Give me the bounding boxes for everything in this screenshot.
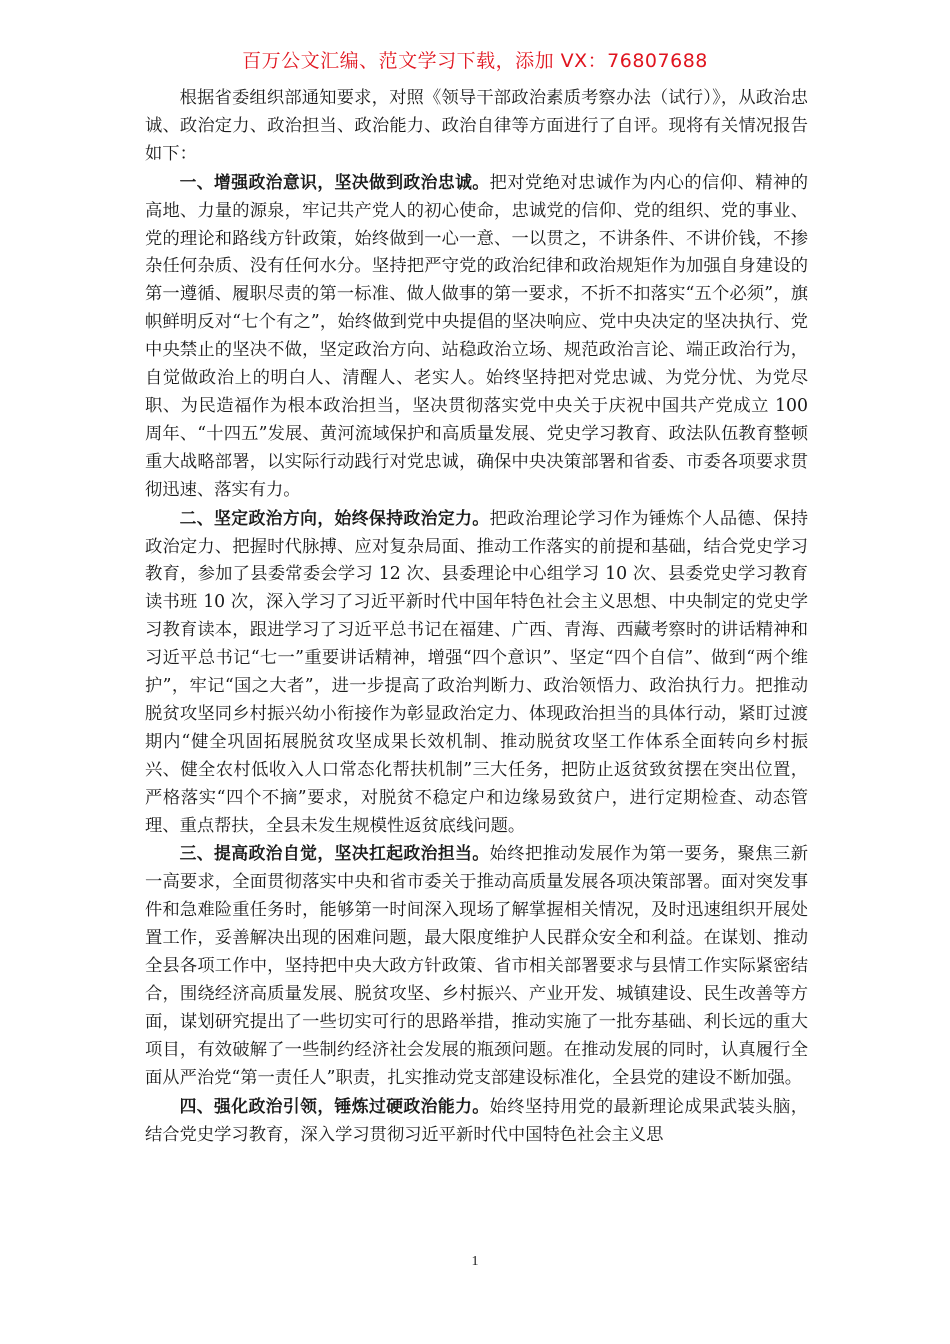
paragraph-intro — [145, 84, 808, 169]
paragraph-heading: 四、强化政治引领，锤炼过硬政治能力。 — [179, 1095, 490, 1116]
paragraph-text: 始终坚持用党的最新理论成果武装头脑，结合党史学习教育，深入学习贯彻习近平新时代中国特色社会主义思 — [145, 1096, 808, 1145]
paragraph-section-2 — [145, 505, 808, 841]
page-number: 1 — [471, 1254, 479, 1269]
paragraph-text: 根据省委组织部通知要求，对照《领导干部政治素质考察办法（试行）》，从政治忠诚、政治定力、政治担当、政治能力、政治自律等方面进行了自评。现将有关情况报告如下： — [145, 88, 808, 164]
paragraph-section-4 — [145, 1093, 808, 1150]
paragraph-text: 把对党绝对忠诚作为内心的信仰、精神的高地、力量的源泉，牢记共产党人的初心使命，忠诚党的信仰、党的组织、党的事业、党的理论和路线方针政策，始终做到一心一意、一以贯之，不讲条件、不讲价钱，不掺杂任何杂质、没有任何水分。坚持把严守党的政治纪律和政治规矩作为加强自身建设的第一遵循、履职尽责的第一标准、做人做事的第一要求，不折不扣落实“五个必须”，旗帜鲜明反对“七个有之”，始终做到党中央提倡的坚决响应、党中央决定的坚决执行、党中央禁止的坚决不做，坚定政治方向、站稳政治立场、规范政治言论、端正政治行为，自觉做政治上的明白人、清醒人、老实人。始终坚持把对党忠诚、为党分忧、为党尽职、为民造福作为根本政治担当，坚决贯彻落实党中央关于庆祝中国共产党成立 100 周年、“十四五”发展、黄河流域保护和高质量发展、党史学习教育、政法队伍教育整顿重大战略部署，以实际行动践行对党忠诚，确保中央决策部署和省委、市委各项要求贯彻迅速、落实有力。 — [145, 172, 808, 500]
document-body — [145, 84, 808, 1149]
paragraph-text: 始终把推动发展作为第一要务，聚焦三新一高要求，全面贯彻落实中央和省市委关于推动高质量发展各项决策部署。面对突发事件和急难险重任务时，能够第一时间深入现场了解掌握相关情况，及时迅速组织开展处置工作，妥善解决出现的困难问题，最大限度维护人民群众安全和利益。在谋划、推动全县各项工作中，坚持把中央大政方针政策、省市相关部署要求与县情工作实际紧密结合，围绕经济高质量发展、脱贫攻坚、乡村振兴、产业开发、城镇建设、民生改善等方面，谋划研究提出了一些切实可行的思路举措，推动实施了一批夯基础、利长远的重大项目，有效破解了一些制约经济社会发展的瓶颈问题。在推动发展的同时，认真履行全面从严治党“第一责任人”职责，扎实推动党支部建设标准化，全县党的建设不断加强。 — [145, 844, 808, 1088]
paragraph-section-1 — [145, 169, 808, 505]
paragraph-heading: 二、坚定政治方向，始终保持政治定力。 — [179, 507, 490, 528]
paragraph-text: 把政治理论学习作为锤炼个人品德、保持政治定力、把握时代脉搏、应对复杂局面、推动工作落实的前提和基础，结合党史学习教育，参加了县委常委会学习 12 次、县委理论中心组学习 10 次、县委党史学习教育读书班 10 次，深入学习了习近平新时代中国年特色社会主义思想、中央制定的党史学习教育读本，跟进学习了习近平总书记在福建、广西、青海、西藏考察时的讲话精神和习近平总书记“七一”重要讲话精神，增强“四个意识”、坚定“四个自信”、做到“两个维护”，牢记“国之大者”，进一步提高了政治判断力、政治领悟力、政治执行力。把推动脱贫攻坚同乡村振兴幼小衔接作为彰显政治定力、体现政治担当的具体行动，紧盯过渡期内“健全巩固拓展脱贫攻坚成果长效机制、推动脱贫攻坚工作体系全面转向乡村振兴、健全农村低收入人口常态化帮扶机制”三大任务，把防止返贫致贫摆在突出位置，严格落实“四个不摘”要求，对脱贫不稳定户和边缘易致贫户，进行定期检查、动态管理、重点帮扶，全县未发生规模性返贫底线问题。 — [145, 508, 808, 836]
paragraph-section-3 — [145, 840, 808, 1092]
paragraph-heading: 三、提高政治自觉，坚决扛起政治担当。 — [179, 843, 490, 864]
watermark-banner: 百万公文汇编、范文学习下载，添加 VX：76807688 — [242, 50, 708, 72]
paragraph-heading: 一、增强政治意识，坚决做到政治忠诚。 — [179, 171, 490, 192]
